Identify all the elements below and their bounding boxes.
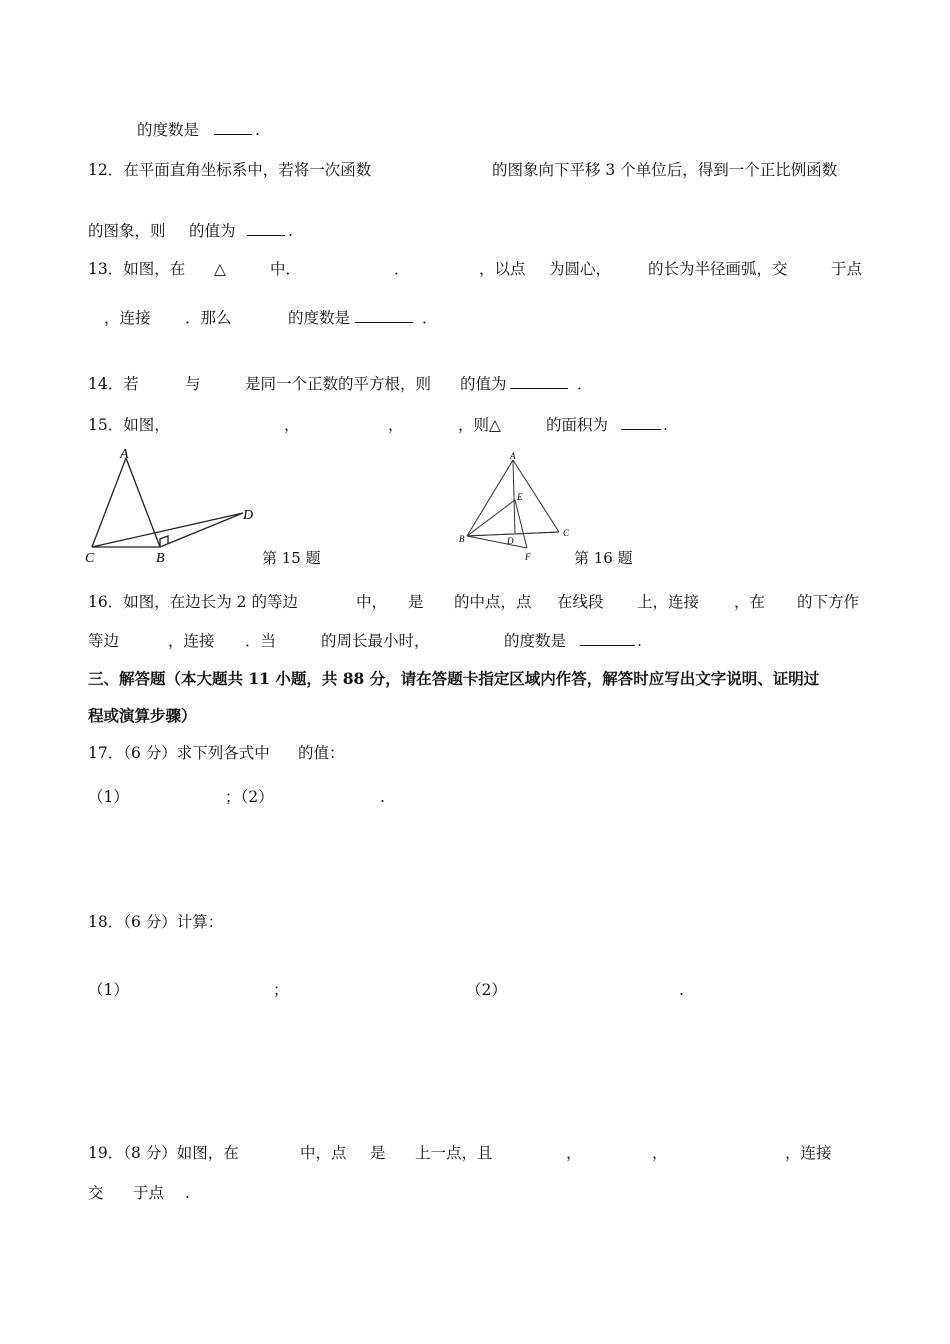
q14-text-b: 与 — [185, 375, 201, 393]
q16-text-c: 是 — [408, 593, 424, 611]
fig16-label-F: F — [525, 552, 531, 562]
fig16-label-B: B — [459, 534, 465, 544]
q19-text-b: 中，点 — [300, 1144, 347, 1162]
q16-period: . — [637, 632, 642, 650]
q12-text-a: 12．在平面直角坐标系中，若将一次函数 — [88, 161, 372, 179]
fig16-label-E: E — [517, 492, 523, 502]
q12-text-b: 的图象向下平移 3 个单位后，得到一个正比例函数 — [492, 161, 838, 179]
q11-answer-blank[interactable] — [214, 120, 252, 140]
q19-text-a: 19．（8 分）如图，在 — [88, 1144, 239, 1162]
q15-period: . — [663, 416, 668, 434]
q18-part-2-label: （2） — [466, 981, 507, 999]
q19-text-i: 于点 — [133, 1184, 165, 1202]
q16-text-f: 上，连接 — [637, 593, 700, 611]
fig15-label-A: A — [120, 447, 129, 462]
fig15-label-D: D — [243, 508, 254, 523]
q19-text-f: ， — [652, 1144, 668, 1162]
q16-text-l: 的周长最小时， — [321, 632, 430, 650]
figure-15-diagram — [80, 444, 260, 566]
fig16-label-A: A — [510, 451, 516, 461]
q14-text-c: 是同一个正数的平方根，则 — [245, 375, 432, 393]
q12-text-c: 的图象，则 — [88, 222, 166, 240]
q17-period: . — [380, 788, 385, 806]
figure-16 — [455, 448, 575, 566]
q15-answer-blank[interactable] — [621, 415, 661, 435]
q16-text-h: 的下方作 — [797, 593, 860, 611]
q14-text-a: 14．若 — [88, 375, 139, 393]
q16-text-d: 的中点，点 — [454, 593, 532, 611]
fig15-label-C: C — [85, 551, 95, 566]
q16-text-k: ．当 — [245, 632, 277, 650]
fig15-label-B: B — [156, 551, 165, 566]
q18-period: . — [679, 981, 684, 999]
q11-tail-text: 的度数是 — [137, 121, 200, 139]
q13-text-f: 为圆心， — [549, 260, 612, 278]
q17-text-a: 17．（6 分）求下列各式中 — [88, 744, 270, 762]
q12-text-d: 的值为 — [189, 222, 236, 240]
q17-part-1-label: （1） — [88, 788, 129, 806]
fig16-label-D: D — [507, 536, 514, 546]
q16-answer-blank[interactable] — [580, 631, 635, 651]
q13-text-g: 的长为半径画弧，交 — [648, 260, 788, 278]
q18-part-1-end: ； — [273, 981, 289, 999]
section-3-heading-line-1: 三、解答题（本大题共 11 小题，共 88 分，请在答题卡指定区域内作答，解答时应写出文字说明、证明过 — [88, 669, 820, 688]
q13-text-j: ．那么 — [185, 309, 232, 327]
q19-text-e: ， — [566, 1144, 582, 1162]
q14-answer-blank[interactable] — [510, 374, 568, 394]
q17-part-2-label: ；（2） — [225, 788, 274, 806]
section-3-heading-line-2: 程或演算步骤） — [88, 706, 197, 725]
q15-text-e: 的面积为 — [546, 416, 609, 434]
q15-text-d: ，则△ — [458, 416, 501, 434]
q18-line: 18．（6 分）计算： — [88, 913, 224, 931]
q13-text-i: ，连接 — [104, 309, 151, 327]
q13-answer-blank[interactable] — [355, 308, 413, 328]
q13-text-h: 于点 — [831, 260, 863, 278]
q15-text-a: 15．如图， — [88, 416, 170, 434]
q14-period: ． — [577, 375, 593, 393]
q14-text-d: 的值为 — [460, 375, 507, 393]
q15-text-b: ， — [284, 416, 300, 434]
q12-period: . — [288, 222, 293, 240]
q13-period: ． — [422, 309, 438, 327]
q19-text-d: 上一点，且 — [415, 1144, 493, 1162]
q13-text-a: 13．如图，在 — [88, 260, 186, 278]
q16-text-g: ，在 — [734, 593, 766, 611]
figure-16-diagram — [455, 448, 575, 566]
q13-text-k: 的度数是 — [288, 309, 351, 327]
q13-text-d: ． — [394, 260, 410, 278]
q13-text-c: 中． — [270, 260, 302, 278]
q16-text-m: 的度数是 — [504, 632, 567, 650]
q13-text-e: ，以点 — [479, 260, 526, 278]
q19-text-h: 交 — [88, 1184, 104, 1202]
q16-text-a: 16．如图，在边长为 2 的等边 — [88, 593, 298, 611]
figure-16-caption: 第 16 题 — [574, 549, 633, 567]
q12-answer-blank[interactable] — [247, 221, 285, 241]
figure-15-caption: 第 15 题 — [262, 549, 321, 567]
q19-text-g: ，连接 — [785, 1144, 832, 1162]
q17-text-b: 的值： — [298, 744, 345, 762]
q18-part-1-label: （1） — [88, 981, 129, 999]
q16-text-e: 在线段 — [557, 593, 604, 611]
q16-text-b: 中， — [356, 593, 388, 611]
q16-text-i: 等边 — [88, 632, 120, 650]
fig16-label-C: C — [563, 528, 570, 538]
q11-period: . — [255, 121, 260, 139]
q16-text-j: ，连接 — [168, 632, 215, 650]
q13-triangle-symbol: △ — [214, 260, 226, 278]
q15-text-c: ， — [388, 416, 404, 434]
q19-period: . — [185, 1184, 190, 1202]
q19-text-c: 是 — [370, 1144, 386, 1162]
figure-15 — [80, 444, 260, 566]
